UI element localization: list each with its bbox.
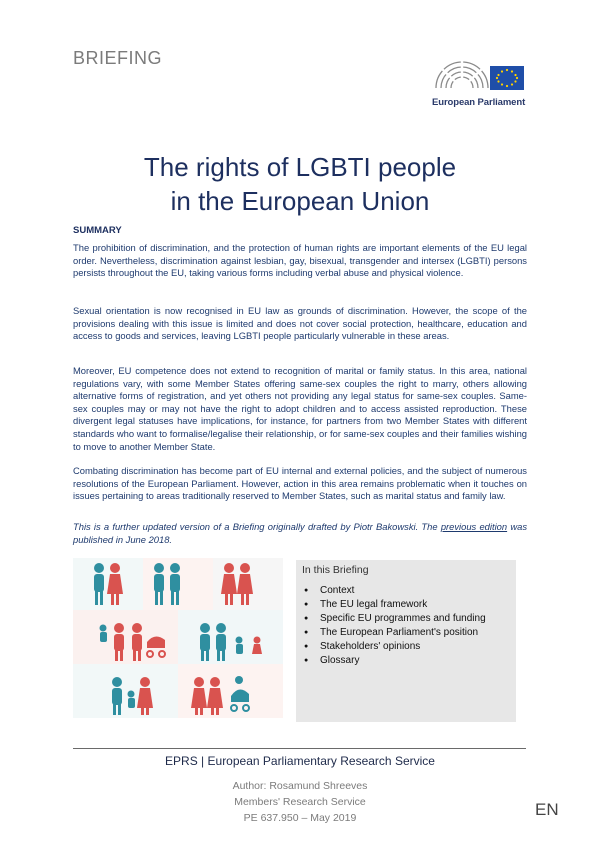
title-line-1: The rights of LGBTI people: [143, 152, 457, 182]
toc-item-glossary: ● Glossary: [304, 654, 486, 668]
document-title: [0, 150, 600, 218]
toc-item-programmes-funding: ● Specific EU programmes and funding: [304, 612, 486, 626]
edition-note: [73, 521, 527, 546]
summary-paragraph-1: The prohibition of discrimination, and the protection of human rights are important elements of the EU legal order. Nevertheless, discrimination against lesbian, gay, bisexual, transgender and intersex (LGBTI) persons persists throughout the EU, taking various forms including verbal abuse and physical violence.: [73, 242, 527, 279]
author-line: Author: Rosamund Shreeves: [232, 780, 368, 792]
toc-heading: In this Briefing: [302, 564, 369, 576]
toc-list: [304, 584, 486, 668]
summary-paragraph-4: Combating discrimination has become part of EU internal and external policies, and the subject of numerous resolutions of the European Parliament. However, action in this area remains problematic when it touches on issues pertaining to areas traditionally reserved to Member States, such as marital status and family law.: [73, 465, 527, 502]
summary-heading: SUMMARY: [73, 225, 122, 236]
toc-item-parliament-position: ● The European Parliament's position: [304, 626, 486, 640]
document-reference: PE 637.950 – May 2019: [243, 812, 357, 824]
toc-item-legal-framework: ● The EU legal framework: [304, 598, 486, 612]
toc-item-stakeholders: ● Stakeholders' opinions: [304, 640, 486, 654]
summary-paragraph-2: Sexual orientation is now recognised in EU law as grounds of discrimination. However, the scope of the provisions dealing with this issue is limited and does not cover social protection, healthcare, education and access to goods and services, leaving LGBTI people particularly vulnerable in these areas.: [73, 305, 527, 342]
toc-item-context: ● Context: [304, 584, 486, 598]
edition-note-date: was published in June 2018.: [73, 521, 528, 545]
footer-divider: [73, 748, 526, 749]
language-code: EN: [535, 800, 559, 819]
european-parliament-wordmark: European Parliament: [432, 97, 526, 108]
families-illustration: [73, 558, 283, 718]
research-service-line: Members' Research Service: [234, 796, 366, 808]
eprs-service-name: EPRS | European Parliamentary Research Service: [165, 754, 435, 768]
edition-note-text: This is a further updated version of a Briefing originally drafted by Piotr Bakowski. The: [73, 521, 441, 532]
previous-edition-link[interactable]: previous edition: [440, 521, 508, 532]
in-this-briefing-box: [296, 560, 516, 722]
summary-paragraph-3: Moreover, EU competence does not extend to recognition of marital or family status. In this area, national regulations vary, with some Member States offering same-sex couples the right to marry, others allowing alternative forms of registration, and yet others not providing any legal status for same-sex couples. Same-sex couples may or may not have the right to adopt children and to access assisted reproduction. These divergent legal statuses have implications, for instance, for partners from two Member States with different standards who want to formalise/legalise their relationship, or for same-sex couples and their families wishing to move to another Member State.: [73, 365, 527, 452]
title-line-2: in the European Union: [170, 186, 430, 216]
briefing-label: BRIEFING: [73, 48, 163, 68]
